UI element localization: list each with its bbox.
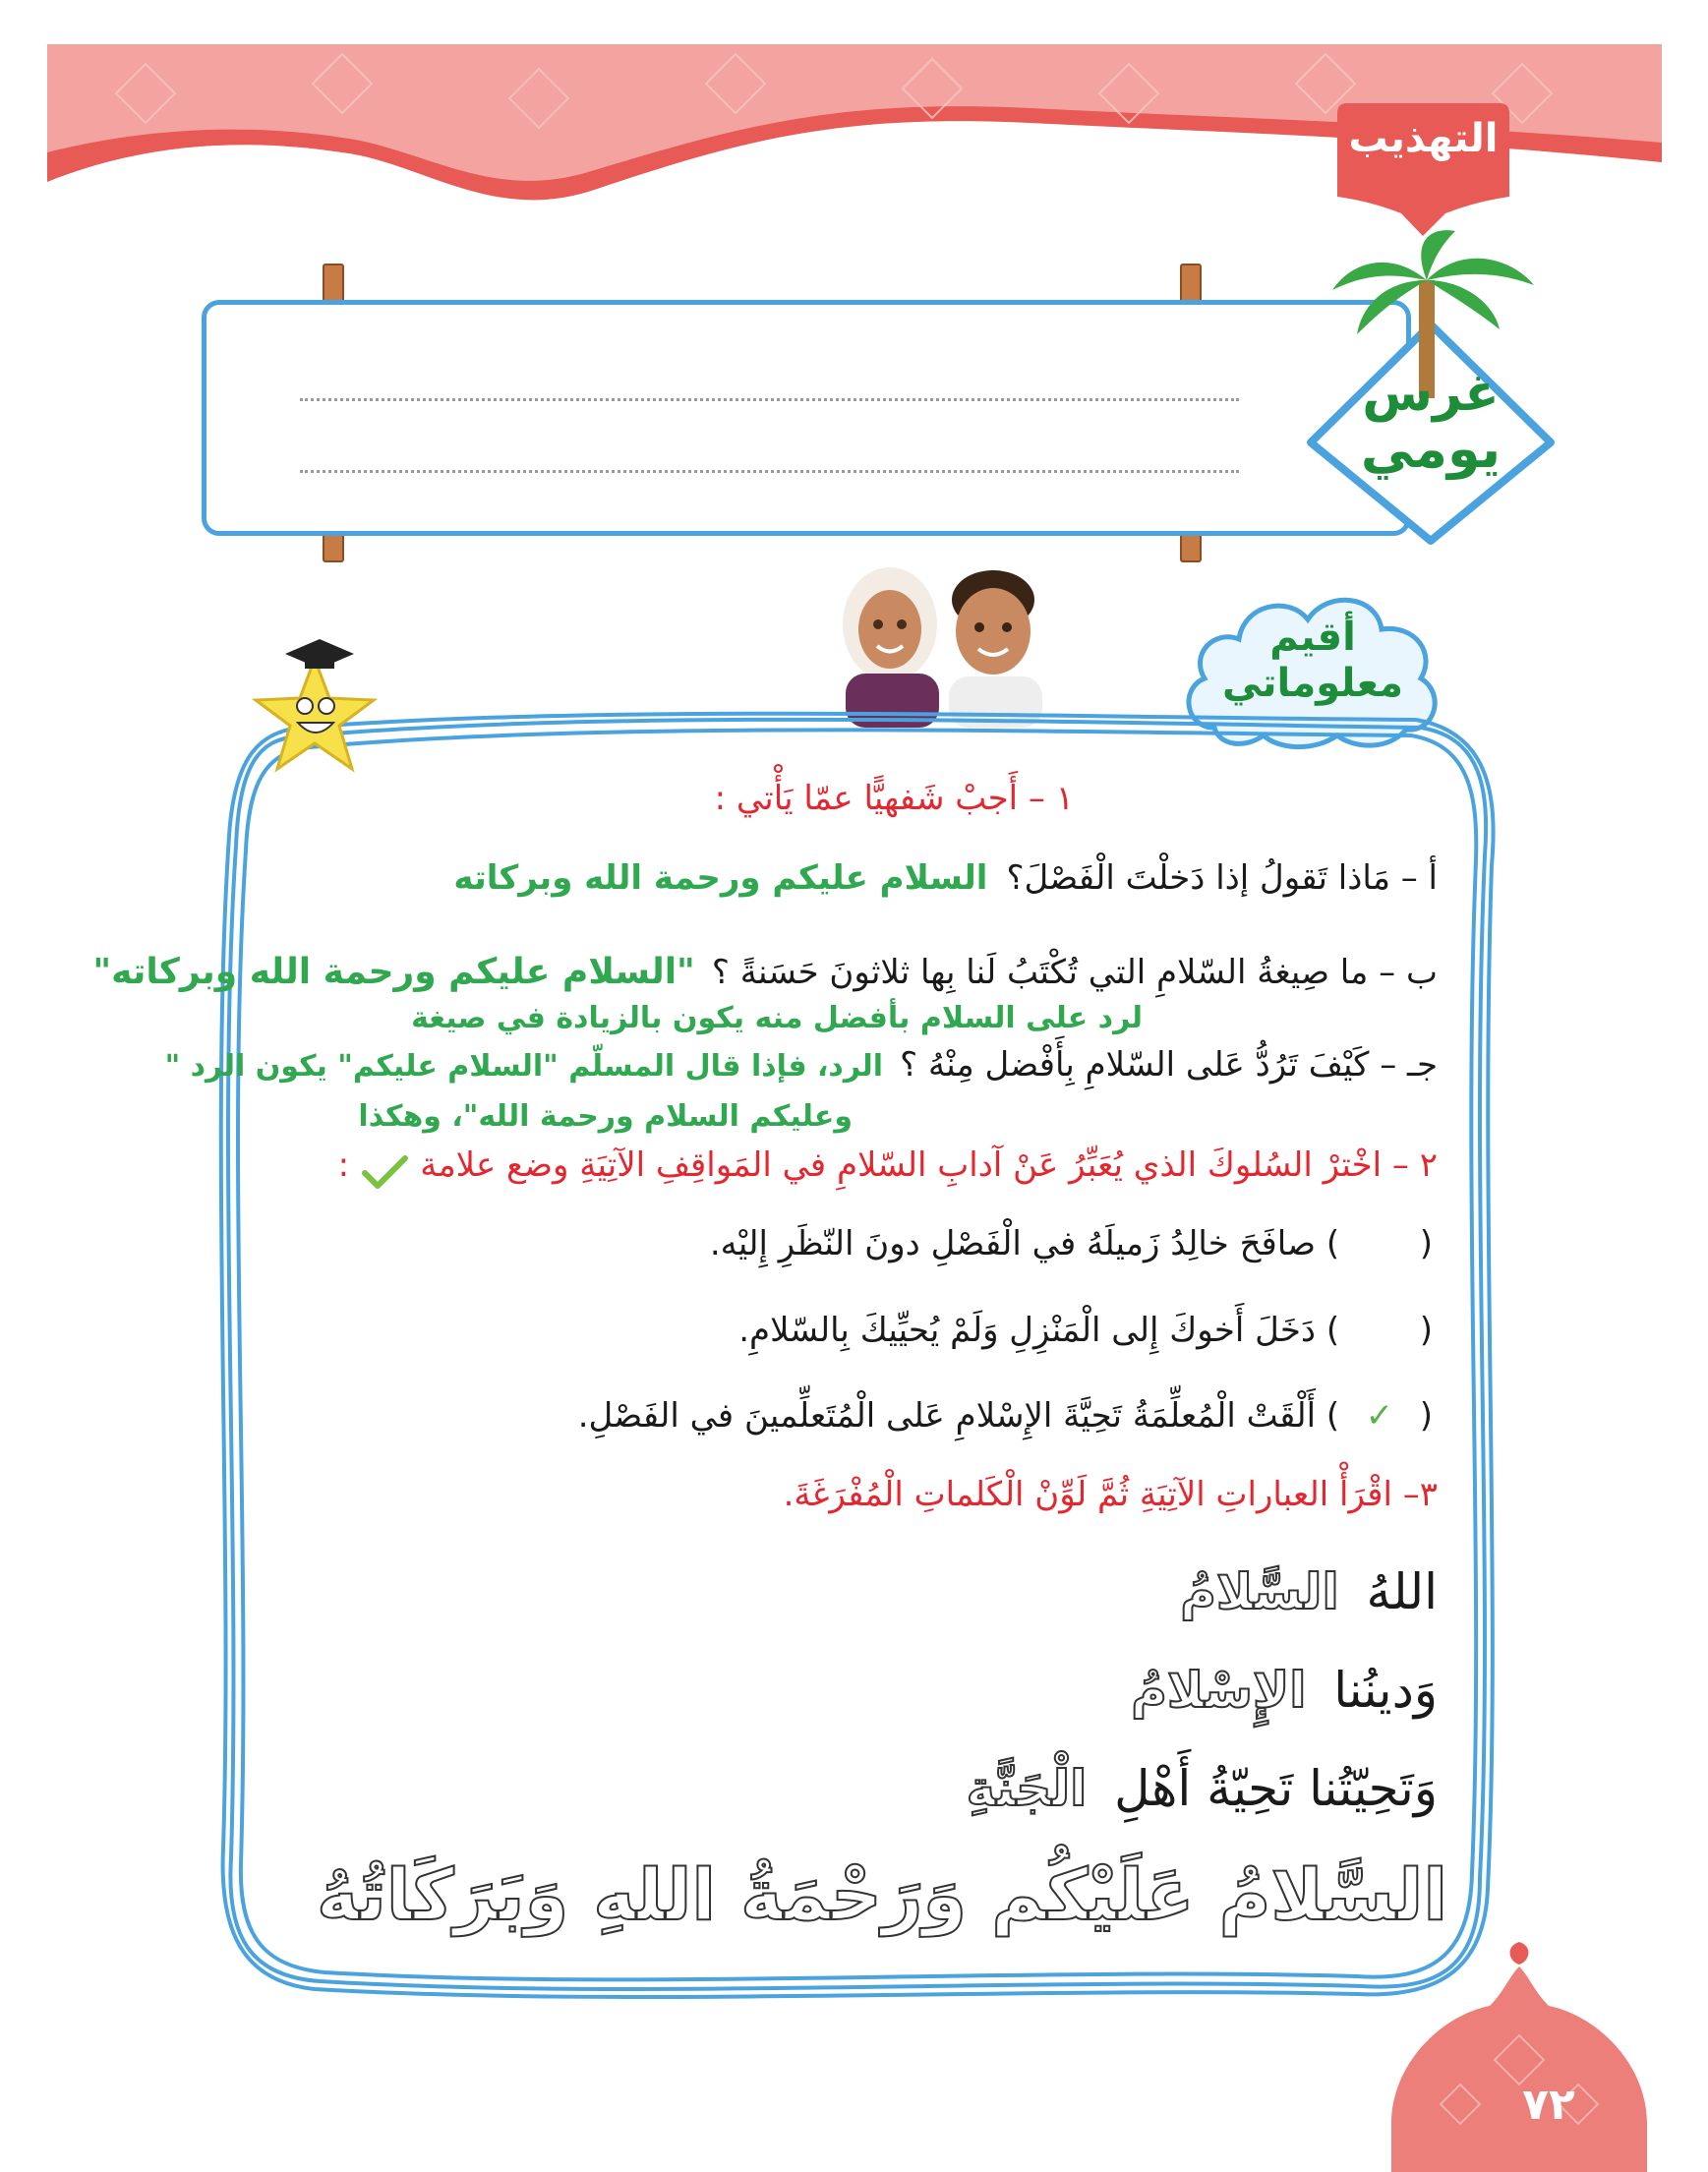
check-mark-icon bbox=[360, 1153, 409, 1191]
phrase-2-plain: وَدينُنا bbox=[1333, 1662, 1438, 1719]
question1a-answer: السلام عليكم ورحمة الله وبركاته bbox=[453, 858, 988, 898]
phrase-3-outline-word[interactable]: الْجَنَّةِ bbox=[966, 1760, 1088, 1817]
question1b-text: ب – ما صِيغةُ السّلامِ التي تُكْتَبُ لَنا بِها ثلاثونَ حَسَنةً ؟ bbox=[711, 953, 1438, 992]
question1c-answer-line2: الرد، فإذا قال المسلّم "السلام عليكم" يكون الرد " bbox=[164, 1049, 884, 1084]
phrase-line-2 bbox=[1131, 1662, 1438, 1719]
page-number: ٧٢ bbox=[1522, 2080, 1575, 2130]
choice-3-open-paren: ( bbox=[1419, 1396, 1433, 1436]
question1c-row bbox=[165, 1045, 1438, 1085]
daily-plant-title-1: غرس bbox=[1362, 364, 1500, 423]
question1c-text: جـ – كَيْفَ تَرُدُّ عَلى السّلامِ بِأَفْضل مِنْهُ ؟ bbox=[900, 1045, 1438, 1085]
star-mascot bbox=[251, 629, 379, 777]
choice-2-text: دَخَلَ أَخوكَ إِلى الْمَنْزِلِ وَلَمْ يُحيِّيكَ بِالسّلامِ. bbox=[738, 1311, 1317, 1350]
writing-line-2 bbox=[300, 470, 1239, 473]
question1b-row bbox=[92, 952, 1438, 992]
phrase-2-outline-word[interactable]: الإِسْلامُ bbox=[1131, 1662, 1307, 1719]
question3-title: ٣– اقْرَأْ العباراتِ الآتِيَةِ ثُمَّ لَوِّنْ الْكَلماتِ الْمُفْرَغَةَ. bbox=[783, 1475, 1438, 1514]
phrase-1-plain: اللهُ bbox=[1366, 1563, 1438, 1620]
review-title-1: أقيم bbox=[1269, 615, 1356, 660]
writing-board bbox=[202, 300, 1411, 536]
question2-title-row bbox=[338, 1145, 1438, 1191]
writing-line-1 bbox=[300, 398, 1239, 401]
choice-3-close-paren: ) bbox=[1325, 1396, 1340, 1436]
question1c-answer-line1: لرد على السلام بأفضل منه يكون بالزيادة في صيغة bbox=[411, 1001, 1143, 1035]
review-title-2: معلوماتي bbox=[1221, 661, 1404, 706]
choice-row-3[interactable] bbox=[578, 1396, 1433, 1436]
final-outline-phrase[interactable]: السَّلامُ عَلَيْكُم وَرَحْمَةُ اللهِ وَبَرَكَاتُهُ bbox=[317, 1853, 1447, 1936]
choice-2-open-paren: ( bbox=[1419, 1311, 1433, 1350]
question1a-text: أ – مَاذا تَقولُ إذا دَخلْتَ الْفَصْلَ؟ bbox=[1006, 858, 1438, 898]
choice-2-close-paren: ) bbox=[1325, 1311, 1340, 1350]
phrase-1-outline-word[interactable]: السَّلامُ bbox=[1180, 1563, 1339, 1620]
question1b-answer: "السلام عليكم ورحمة الله وبركاته" bbox=[92, 952, 695, 992]
question2-colon: : bbox=[337, 1145, 350, 1185]
question2-title: ٢ – اخْترْ السُلوكَ الذي يُعَبِّرُ عَنْ آدابِ السّلامِ في المَواقِفِ الآتِيَةِ وضع علامة bbox=[420, 1145, 1438, 1185]
page-number-dome bbox=[1372, 1917, 1667, 2172]
choice-3-text: أَلْقَتْ الْمُعلِّمَةُ تَحِيَّةَ الإِسْلامِ عَلى الْمُتَعلِّمينَ في الفَصْلِ. bbox=[577, 1396, 1317, 1436]
choice-1-text: صافَحَ خالِدُ زَميلَهُ في الْفَصْلِ دونَ النّظَرِ إِليْه. bbox=[709, 1224, 1317, 1263]
choice-row-2[interactable] bbox=[738, 1311, 1433, 1350]
choice-1-close-paren: ) bbox=[1325, 1224, 1340, 1263]
phrase-3-plain: وَتَحِيّتُنا تَحِيّةُ أَهْلِ bbox=[1114, 1760, 1438, 1817]
subject-title: التهذيب bbox=[1348, 116, 1499, 161]
choice-3-mark[interactable]: ✓ bbox=[1365, 1396, 1394, 1436]
question1c-answer-line3: وعليكم السلام ورحمة الله"، وهكذا bbox=[358, 1099, 853, 1134]
choice-row-1[interactable] bbox=[710, 1224, 1433, 1263]
question1a-row bbox=[453, 858, 1438, 898]
choice-1-open-paren: ( bbox=[1419, 1224, 1433, 1263]
phrase-line-3 bbox=[967, 1760, 1438, 1817]
phrase-line-1 bbox=[1180, 1563, 1438, 1620]
daily-plant-title-2: يومي bbox=[1360, 418, 1502, 480]
question1-title: ١ – أَجبْ شَفهيًّا عمّا يَأْتي : bbox=[714, 779, 1074, 818]
